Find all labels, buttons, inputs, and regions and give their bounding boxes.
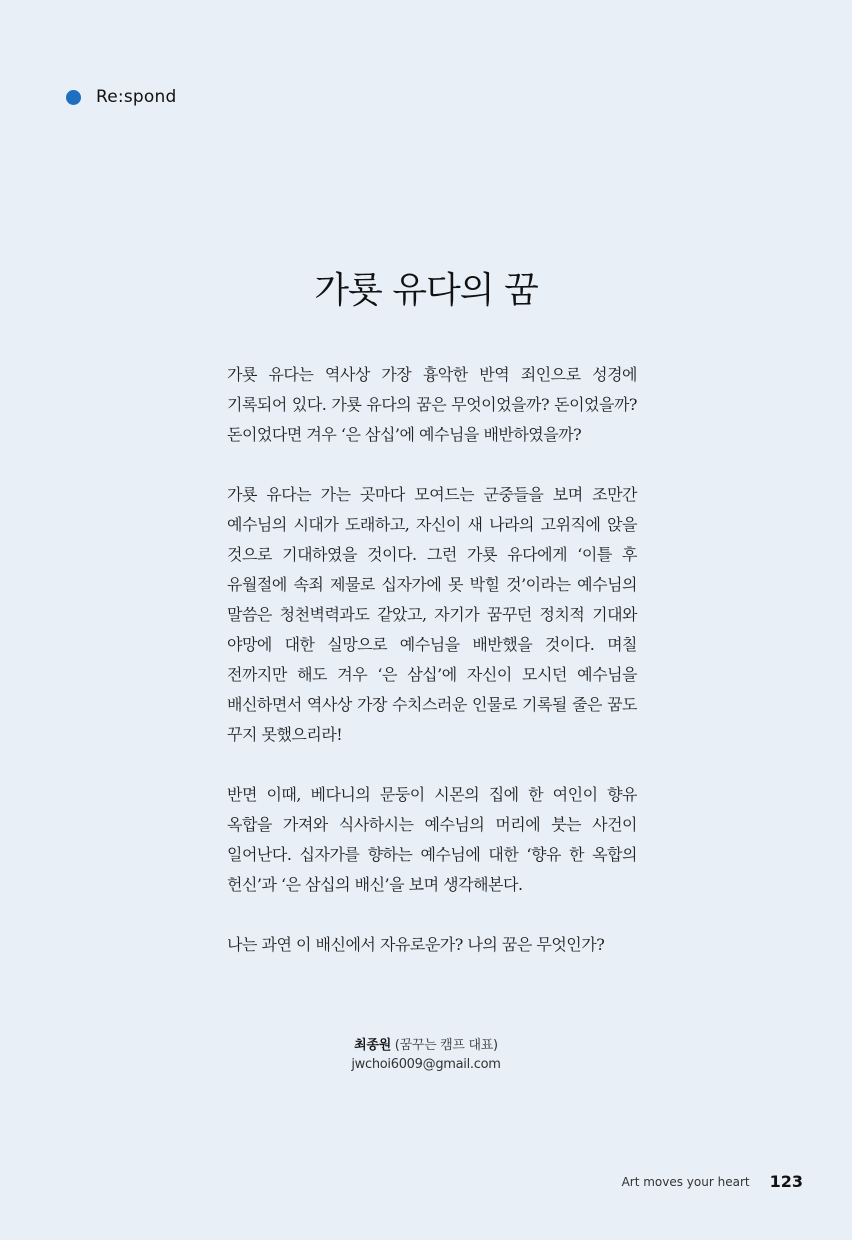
footer-tagline: Art moves your heart (621, 1174, 750, 1189)
article-body (227, 360, 637, 960)
page-footer (622, 1172, 803, 1191)
section-tag (66, 86, 176, 108)
author-email: jwchoi6009@gmail.com (351, 1057, 501, 1072)
paragraph-2: 가룟 유다는 가는 곳마다 모여드는 군중들을 보며 조만간 예수님의 시대가 도래하고, 자신이 새 나라의 고위직에 앉을 것으로 기대하였을 것이다. 그런 가룟 유다에게 ‘이틀 후 유월절에 속죄 제물로 십자가에 못 박힐 것’이라는 예수님의 말씀은 청천벽력과도 같았고, 자기가 꿈꾸던 정치적 기대와 야망에 대한 실망으로 예수님을 배반했을 것이다. 며칠 전까지만 해도 겨우 ‘은 삼십’에 자신이 모시던 예수님을 배신하면서 역사상 가장 수치스러운 인물로 기록될 줄은 꿈도 꾸지 못했으리라! (227, 485, 637, 744)
author-byline (0, 1036, 852, 1074)
section-label: Re:spond (96, 87, 177, 107)
author-name: 최종원 (354, 1038, 391, 1053)
page-number: 123 (769, 1172, 803, 1191)
author-line (0, 1036, 852, 1055)
paragraph-3: 반면 이때, 베다니의 문둥이 시몬의 집에 한 여인이 향유 옥합을 가져와 식사하시는 예수님의 머리에 붓는 사건이 일어난다. 십자가를 향하는 예수님에 대한 ‘향유 한 옥합의 헌신’과 ‘은 삼십의 배신’을 보며 생각해본다. (227, 785, 637, 894)
bullet-dot-icon (66, 90, 81, 105)
paragraph-1: 가룟 유다는 역사상 가장 흉악한 반역 죄인으로 성경에 기록되어 있다. 가룟 유다의 꿈은 무엇이었을까? 돈이었을까? 돈이었다면 겨우 ‘은 삼십’에 예수님을 배반하였을까? (227, 365, 637, 444)
author-role: (꿈꾸는 캠프 대표) (394, 1038, 498, 1053)
article-title: 가룟 유다의 꿈 (314, 270, 538, 311)
paragraph-4: 나는 과연 이 배신에서 자유로운가? 나의 꿈은 무엇인가? (227, 935, 605, 954)
